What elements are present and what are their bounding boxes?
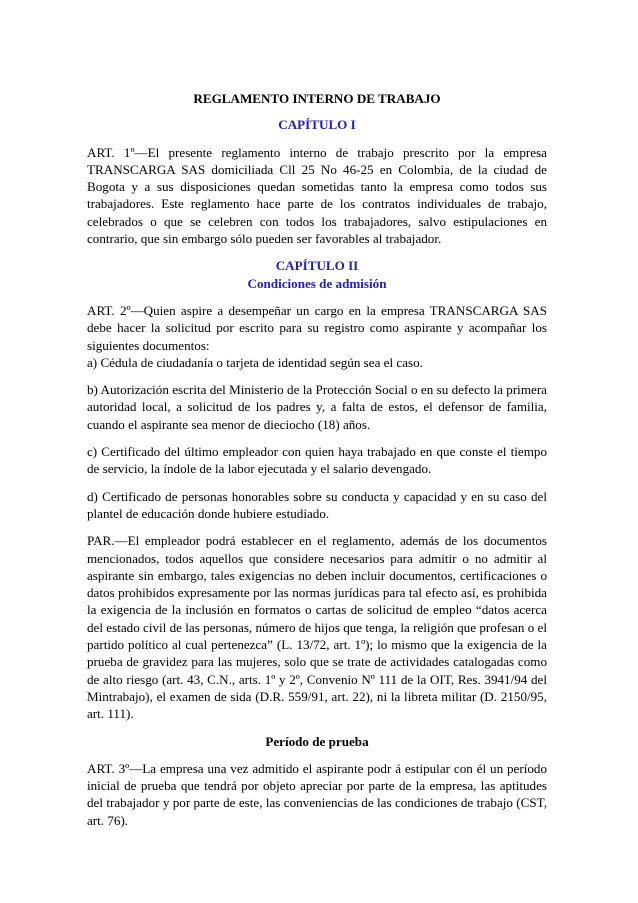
document-title: REGLAMENTO INTERNO DE TRABAJO bbox=[193, 91, 441, 106]
article-3: ART. 3º—La empresa una vez admitido el aspirante podr á estipular con él un período inicial de prueba que tendrá por objeto apreciar por parte de la empresa, las aptitudes del trabajador y por parte de este, las conveniencias de las condiciones de trabajo (CST, art. 76). bbox=[87, 760, 547, 828]
requirement-item-b: b) Autorización escrita del Ministerio de la Protección Social o en su defecto la primera autoridad local, a solicitud de los padres y, a falta de estos, el defensor de familia, cuando el aspirante sea menor de dieciocho (18) años. bbox=[87, 382, 547, 432]
requirement-item-a: a) Cédula de ciudadanía o tarjeta de identidad según sea el caso. bbox=[87, 354, 423, 370]
paragraph-par: PAR.—El empleador podrá establecer en el reglamento, además de los documentos mencionados, todos aquellos que considere necesarios para admitir o no admitir al aspirante sin embargo, tales exigencias no deben incluir documentos, certificaciones o datos prohibidos expresamente por las normas jurídicas para tal efecto así, es prohibida la exigencia de la inclusión en formatos o cartas de solicitud de empleo “datos acerca del estado civil de las personas, número de hijos que tenga, la religión que profesan o el partido político al cual pertenezca” (L. 13/72, art. 1º); lo mismo que la exigencia de la prueba de gravidez para las mujeres, solo que se trate de actividades catalogadas como de alto riesgo (art. 43, C.N., arts. 1º y 2º, Convenio Nº 111 de la OIT, Res. 3941/94 del Mintrabajo), el examen de sida (D.R. 559/91, art. 22), ni la libreta militar (D. 2150/95, art. 111). bbox=[87, 533, 547, 722]
requirement-item-c: c) Certificado del último empleador con quien haya trabajado en que conste el tiempo de servicio, la índole de la labor ejecutada y el salario devengado. bbox=[87, 444, 547, 477]
article-2-intro: ART. 2º—Quien aspire a desempeñar un cargo en la empresa TRANSCARGA SAS debe hacer la solicitud por escrito para su registro como aspirante y acompañar los siguientes documentos: bbox=[87, 302, 547, 353]
chapter-1-heading: CAPÍTULO I bbox=[278, 117, 356, 133]
requirement-item-d: d) Certificado de personas honorables sobre su conducta y capacidad y en su caso del plantel de educación donde hubiere estudiado. bbox=[87, 488, 547, 521]
article-1: ART. 1º—El presente reglamento interno de trabajo prescrito por la empresa TRANSCARGA SAS domiciliada Cll 25 No 46-25 en Colombia, de la ciudad de Bogota y a sus disposiciones quedan sometidas tanto la empresa como todos sus trabajadores. Este reglamento hace parte de los contratos individuales de trabajo, celebrados o que se celebren con todos los trabajadores, salvo estipulaciones en contrario, que sin embargo sólo pueden ser favorables al trabajador. bbox=[87, 144, 547, 247]
section-heading-trial-period: Período de prueba bbox=[265, 733, 369, 749]
document-page bbox=[87, 90, 547, 829]
chapter-2-subheading: Condiciones de admisión bbox=[247, 275, 387, 291]
chapter-2-heading: CAPÍTULO II bbox=[275, 258, 359, 274]
